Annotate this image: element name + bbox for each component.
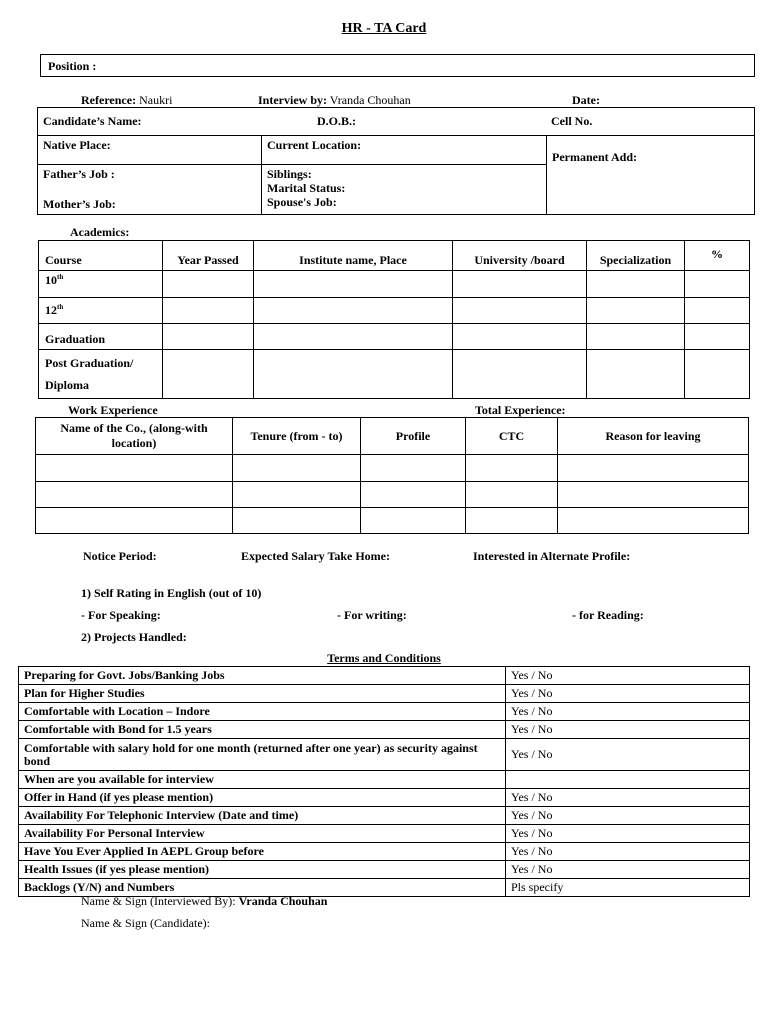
work-cell[interactable] (361, 508, 466, 534)
table-row (19, 739, 750, 771)
work-cell[interactable] (466, 508, 558, 534)
work-cell[interactable] (361, 482, 466, 508)
academics-course-10 (39, 271, 163, 298)
academics-cell[interactable] (453, 298, 587, 324)
interviewer-name: Vranda Chouhan (238, 894, 328, 908)
table-row (19, 789, 750, 807)
academics-cell[interactable] (163, 350, 254, 399)
table-row (39, 324, 750, 350)
academics-heading: Academics: (70, 225, 130, 239)
interview-by-label: Interview by: (258, 93, 327, 107)
work-header-ctc: CTC (466, 418, 558, 455)
cell-no-label: Cell No. (551, 114, 593, 128)
academics-cell[interactable] (453, 324, 587, 350)
terms-question: Comfortable with Bond for 1.5 years (19, 721, 506, 739)
terms-question: Comfortable with Location – Indore (19, 703, 506, 721)
work-cell[interactable] (233, 455, 361, 482)
academics-cell[interactable] (254, 298, 453, 324)
terms-answer[interactable] (506, 771, 750, 789)
terms-question: Offer in Hand (if yes please mention) (19, 789, 506, 807)
mother-job-label: Mother’s Job: (43, 197, 116, 211)
academics-cell[interactable] (254, 324, 453, 350)
terms-answer[interactable]: Yes / No (506, 739, 750, 771)
native-place-label: Native Place: (43, 138, 111, 152)
academics-cell[interactable] (587, 350, 685, 399)
table-row (19, 771, 750, 789)
candidate-name-label: Candidate’s Name: (43, 114, 142, 128)
reference-value: Naukri (139, 93, 173, 107)
academics-course-graduation: Graduation (39, 324, 163, 350)
terms-answer[interactable]: Yes / No (506, 703, 750, 721)
work-header-reason: Reason for leaving (558, 418, 749, 455)
table-row (39, 350, 750, 399)
academics-header-course: Course (39, 241, 163, 271)
candidate-name-cell[interactable] (38, 108, 755, 136)
terms-question: Plan for Higher Studies (19, 685, 506, 703)
family-cell[interactable] (262, 165, 547, 215)
work-cell[interactable] (36, 455, 233, 482)
academics-table (38, 240, 750, 399)
academics-header-percent: % (685, 241, 750, 271)
reference-row (81, 93, 172, 108)
table-row (39, 271, 750, 298)
table-row (19, 721, 750, 739)
work-cell[interactable] (558, 455, 749, 482)
candidate-info-table (37, 107, 755, 215)
dob-label: D.O.B.: (317, 114, 356, 128)
position-label: Position : (48, 59, 97, 73)
terms-table (18, 666, 750, 897)
academics-cell[interactable] (163, 298, 254, 324)
reference-label: Reference: (81, 93, 137, 107)
academics-cell[interactable] (685, 271, 750, 298)
work-header-tenure: Tenure (from - to) (233, 418, 361, 455)
terms-answer[interactable]: Yes / No (506, 721, 750, 739)
marital-status-label: Marital Status: (267, 181, 346, 195)
current-location-label: Current Location: (267, 138, 362, 152)
academics-cell[interactable] (453, 350, 587, 399)
terms-question: Availability For Personal Interview (19, 825, 506, 843)
work-header-profile: Profile (361, 418, 466, 455)
interviewer-sign-row (81, 894, 327, 909)
terms-answer[interactable]: Yes / No (506, 843, 750, 861)
terms-question: Preparing for Govt. Jobs/Banking Jobs (19, 667, 506, 685)
course-label-2: Diploma (45, 378, 90, 392)
terms-answer[interactable]: Yes / No (506, 685, 750, 703)
date-label: Date: (572, 93, 600, 107)
terms-answer[interactable]: Yes / No (506, 789, 750, 807)
academics-cell[interactable] (685, 298, 750, 324)
interview-by-row (258, 93, 411, 108)
work-header-company: Name of the Co., (along-with location) (36, 418, 233, 455)
academics-cell[interactable] (163, 271, 254, 298)
academics-cell[interactable] (587, 324, 685, 350)
table-row (19, 843, 750, 861)
academics-cell[interactable] (254, 350, 453, 399)
academics-header-university: University /board (453, 241, 587, 271)
academics-header-institute: Institute name, Place (254, 241, 453, 271)
academics-cell[interactable] (254, 271, 453, 298)
terms-answer[interactable]: Yes / No (506, 861, 750, 879)
table-row (36, 508, 749, 534)
work-cell[interactable] (233, 508, 361, 534)
parents-job-cell[interactable] (38, 165, 262, 215)
permanent-address-label: Permanent Add: (552, 150, 637, 164)
academics-course-post-graduation (39, 350, 163, 399)
table-row (19, 685, 750, 703)
table-row (36, 482, 749, 508)
table-row (19, 807, 750, 825)
terms-question: Health Issues (if yes please mention) (19, 861, 506, 879)
father-job-label: Father’s Job : (43, 167, 115, 181)
work-cell[interactable] (466, 455, 558, 482)
native-place-cell[interactable] (38, 136, 262, 165)
academics-cell[interactable] (453, 271, 587, 298)
work-cell[interactable] (558, 482, 749, 508)
terms-question: Have You Ever Applied In AEPL Group before (19, 843, 506, 861)
course-label: Post Graduation/ (45, 356, 134, 370)
work-cell[interactable] (233, 482, 361, 508)
total-experience-label: Total Experience: (475, 403, 566, 417)
page-title: HR - TA Card (341, 21, 427, 36)
work-cell[interactable] (36, 508, 233, 534)
table-row (19, 703, 750, 721)
work-experience-heading: Work Experience (68, 403, 158, 417)
work-cell[interactable] (361, 455, 466, 482)
course-sup: th (57, 273, 64, 281)
course-label: 12 (45, 303, 57, 317)
reading-label: - for Reading: (572, 608, 644, 622)
terms-answer[interactable]: Yes / No (506, 825, 750, 843)
terms-answer[interactable]: Yes / No (506, 807, 750, 825)
terms-question: Availability For Telephonic Interview (Date and time) (19, 807, 506, 825)
work-cell[interactable] (36, 482, 233, 508)
academics-course-12 (39, 298, 163, 324)
work-experience-table (35, 417, 749, 534)
course-sup: th (57, 303, 64, 311)
academics-cell[interactable] (587, 298, 685, 324)
work-cell[interactable] (466, 482, 558, 508)
academics-cell[interactable] (685, 324, 750, 350)
academics-cell[interactable] (685, 350, 750, 399)
table-row (19, 667, 750, 685)
siblings-label: Siblings: (267, 167, 312, 181)
spouse-job-label: Spouse's Job: (267, 195, 337, 209)
table-row (19, 861, 750, 879)
table-row (36, 455, 749, 482)
expected-salary-label: Expected Salary Take Home: (241, 549, 390, 563)
academics-header-specialization: Specialization (587, 241, 685, 271)
current-location-cell[interactable] (262, 136, 547, 165)
academics-cell[interactable] (587, 271, 685, 298)
self-rating-title: 1) Self Rating in English (out of 10) (81, 586, 262, 600)
permanent-address-cell[interactable] (547, 136, 755, 215)
interviewer-sign-label: Name & Sign (Interviewed By): (81, 894, 236, 908)
course-label: 10 (45, 273, 57, 287)
terms-heading: Terms and Conditions (327, 651, 441, 665)
projects-handled-label: 2) Projects Handled: (81, 630, 187, 644)
interview-by-value: Vranda Chouhan (329, 93, 411, 107)
position-field[interactable] (40, 54, 755, 77)
table-row (39, 298, 750, 324)
terms-question: When are you available for interview (19, 771, 506, 789)
terms-answer[interactable]: Pls specify (506, 879, 750, 897)
table-row (19, 825, 750, 843)
speaking-label: - For Speaking: (81, 608, 161, 622)
work-cell[interactable] (558, 508, 749, 534)
alternate-profile-label: Interested in Alternate Profile: (473, 549, 631, 563)
notice-period-label: Notice Period: (83, 549, 157, 563)
writing-label: - For writing: (337, 608, 407, 622)
terms-question: Backlogs (Y/N) and Numbers (19, 879, 506, 897)
terms-question: Comfortable with salary hold for one month (returned after one year) as security against bond (19, 739, 506, 771)
academics-cell[interactable] (163, 324, 254, 350)
terms-answer[interactable]: Yes / No (506, 667, 750, 685)
academics-header-year: Year Passed (163, 241, 254, 271)
candidate-sign-label: Name & Sign (Candidate): (81, 916, 210, 930)
